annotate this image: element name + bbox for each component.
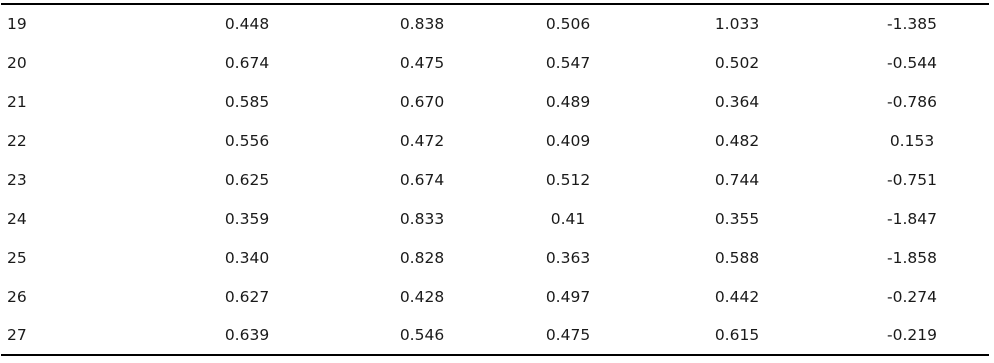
value-cell: 0.409 bbox=[545, 131, 591, 150]
value-cell: 0.482 bbox=[714, 131, 760, 150]
value-cell: 0.639 bbox=[224, 326, 270, 344]
value-cell: 0.448 bbox=[224, 15, 270, 33]
value-cell: 0.442 bbox=[714, 287, 760, 306]
value-cell: 0.670 bbox=[399, 92, 445, 111]
table-row bbox=[1, 277, 989, 316]
table-row bbox=[1, 43, 989, 82]
row-id-cell: 20 bbox=[7, 53, 27, 72]
table-row bbox=[1, 316, 989, 355]
value-cell: -1.385 bbox=[887, 15, 937, 33]
value-cell: 0.744 bbox=[714, 170, 760, 189]
row-id-cell: 25 bbox=[7, 248, 27, 267]
row-id-cell: 23 bbox=[7, 170, 27, 189]
value-cell: 0.475 bbox=[545, 326, 591, 344]
value-cell: 0.588 bbox=[714, 248, 760, 267]
value-cell: 0.512 bbox=[545, 170, 591, 189]
row-id-cell: 21 bbox=[7, 92, 27, 111]
value-cell: 0.585 bbox=[224, 92, 270, 111]
value-cell: 0.497 bbox=[545, 287, 591, 306]
table-row bbox=[1, 199, 989, 238]
value-cell: 0.364 bbox=[714, 92, 760, 111]
value-cell: 0.502 bbox=[714, 53, 760, 72]
value-cell: -0.544 bbox=[887, 53, 937, 72]
value-cell: -0.786 bbox=[887, 92, 937, 111]
value-cell: 0.153 bbox=[889, 131, 935, 150]
value-cell: -0.274 bbox=[887, 287, 937, 306]
value-cell: 0.828 bbox=[399, 248, 445, 267]
value-cell: -1.858 bbox=[887, 248, 937, 267]
table-row bbox=[1, 238, 989, 277]
data-table-container bbox=[1, 3, 989, 356]
table-row bbox=[1, 121, 989, 160]
value-cell: 0.838 bbox=[399, 15, 445, 33]
row-id-cell: 26 bbox=[7, 287, 27, 306]
table-body bbox=[1, 4, 989, 355]
value-cell: 0.363 bbox=[545, 248, 591, 267]
value-cell: 0.546 bbox=[399, 326, 445, 344]
value-cell: -1.847 bbox=[887, 209, 937, 228]
value-cell: 0.340 bbox=[224, 248, 270, 267]
value-cell: 0.625 bbox=[224, 170, 270, 189]
row-id-cell: 19 bbox=[7, 15, 27, 33]
value-cell: 1.033 bbox=[714, 15, 760, 33]
value-cell: 0.472 bbox=[399, 131, 445, 150]
row-id-cell: 24 bbox=[7, 209, 27, 228]
value-cell: 0.627 bbox=[224, 287, 270, 306]
row-id-cell: 22 bbox=[7, 131, 27, 150]
data-table bbox=[1, 3, 989, 356]
value-cell: 0.833 bbox=[399, 209, 445, 228]
table-row bbox=[1, 4, 989, 43]
value-cell: 0.547 bbox=[545, 53, 591, 72]
value-cell: 0.355 bbox=[714, 209, 760, 228]
value-cell: -0.219 bbox=[887, 326, 937, 344]
table-row bbox=[1, 82, 989, 121]
value-cell: 0.615 bbox=[714, 326, 760, 344]
value-cell: 0.475 bbox=[399, 53, 445, 72]
value-cell: 0.674 bbox=[224, 53, 270, 72]
table-row bbox=[1, 160, 989, 199]
value-cell: 0.506 bbox=[545, 15, 591, 33]
row-id-cell: 27 bbox=[7, 326, 27, 344]
value-cell: 0.674 bbox=[399, 170, 445, 189]
value-cell: 0.359 bbox=[224, 209, 270, 228]
value-cell: 0.556 bbox=[224, 131, 270, 150]
value-cell: 0.428 bbox=[399, 287, 445, 306]
value-cell: 0.489 bbox=[545, 92, 591, 111]
value-cell: -0.751 bbox=[887, 170, 937, 189]
value-cell: 0.41 bbox=[550, 209, 586, 228]
